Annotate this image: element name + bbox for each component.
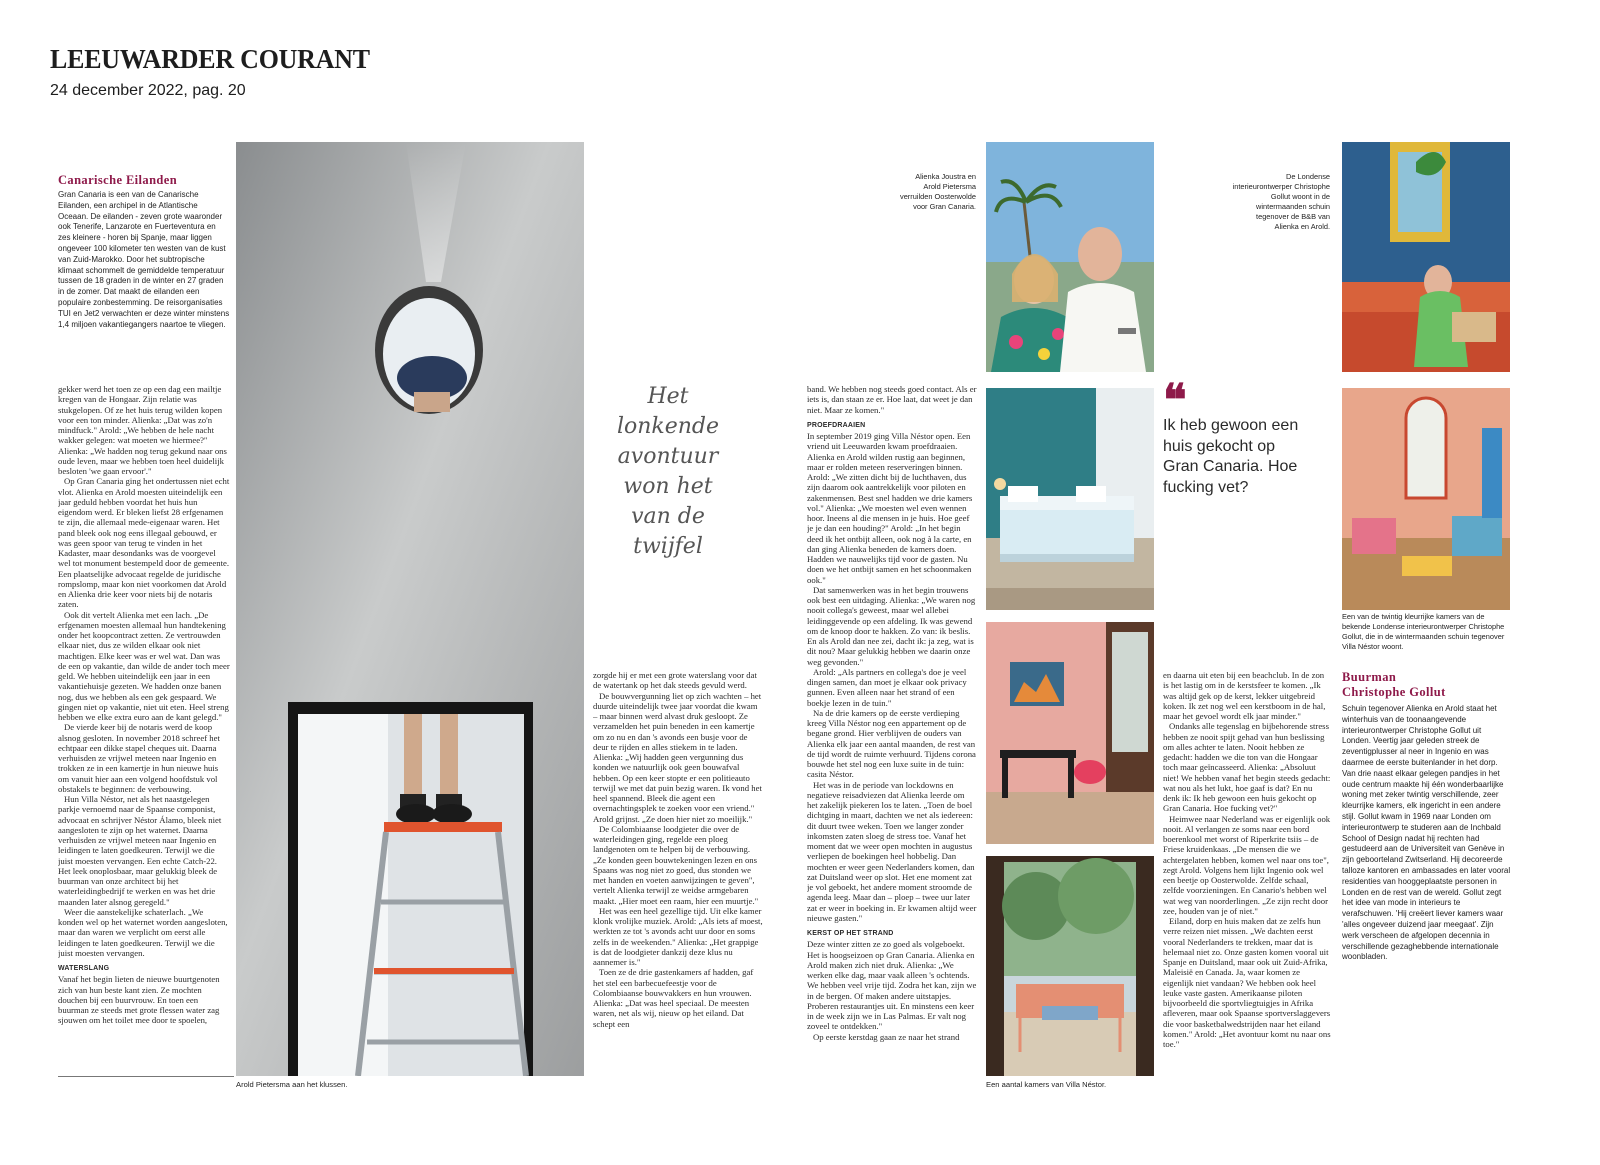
paragraph: De Colombiaanse loodgieter die over de waterleidingen ging, regelde een ploeg landgenoten om te helpen bij de verbouwing. „Ze konden geen bouwtekeningen lezen en ons Spaans was nog niet zo goed, dus stonden we met handen en voeten aanwijzingen te geven", vertelt Alienka terwijl ze weidse armgebaren maakt. „Hier moet een raam, hier een muurtje." — [593, 823, 759, 906]
article-column-3 — [807, 384, 977, 1048]
article-column-1 — [58, 384, 230, 1074]
photo-caption-couple: Alienka Joustra en Arold Pietersma verruilden Oosterwolde voor Gran Canaria. — [900, 172, 976, 211]
highlight-quote-text: Ik heb gewoon een huis gekocht op Gran Canaria. Hoe fucking vet? — [1163, 417, 1299, 496]
subheading: KERST OP HET STRAND — [807, 930, 894, 937]
paragraph: gekker werd het toen ze op een dag een mailtje kregen van de Hongaar. Zijn relatie was stukgelopen. Of ze het huis terug wilden kopen voor een ton minder. Alienka: „Dat was zo'n mindfuck." Arold: „We hebben de hele nacht wakker gelegen: wat moeten we hiermee?" Alienka: „We hadden nog terug gekund naar ons oude leven, maar we hebben toen heel duidelijk besloten 'we gaan ervoor'." — [58, 384, 227, 476]
pull-quote-line: twijfel — [633, 534, 703, 559]
paragraph: Arold: „Als partners en collega's doe je veel dingen samen, dan moet je elkaar ook privacy gunnen. Even alleen naar het strand of een boekje lezen in de tuin." — [807, 666, 967, 708]
sidebar-title-line: Buurman — [1342, 670, 1397, 684]
sidebar-text: Schuin tegenover Alienka en Arold staat het winterhuis van de toonaangevende interieurontwerper Christophe Gollut uit Londen. Veertig jaar geleden streek de zeventigplusser al neer in Ingenio en was daarmee de eerste buitenlander in het dorp. Van drie naast elkaar gelegen pandjes in het oude centrum maakte hij één wonderbaarlijke woning met zeker twintig verschillende, zeer kleurrijke kamers, elk ingericht in een andere stijl. Gollut kwam in 1969 naar Londen om interieurontwerp te studeren aan de Inchbald School of Design nadat hij rechten had gestudeerd aan de Universiteit van Genève in zijn geboorteland Zwitserland. Hij decoreerde talloze kantoren en ambassades en later vooral residenties van hooggeplaatste personen in Londen en de rest van de wereld. Gollut zegt het idee van mode in interieurs te verafschuwen. 'Hij creëert liever kamers waar 'alles ongeveer duizend jaar meegaat'. Zijn werk verscheen de afgelopen decennia in verschillende gezaghebbende internationale woonbladen. — [1342, 704, 1511, 962]
paragraph: Ondanks alle tegenslag en bijbehorende stress hebben ze nooit spijt gehad van hun beslissing om alles achter te laten. Nooit hebben ze gedacht: hadden we die ton van die Hongaar toch maar geïncasseerd. Alienka: „Absoluut niet! We hebben vanaf het begin steeds gedacht: wat nou als het lukt, hoe gaaf is dat? En nu denk ik: Ik heb gewoon een huis gekocht op Gran Canaria. Hoe fucking vet?" — [1163, 721, 1331, 814]
paragraph: De bouwvergunning liet op zich wachten – het duurde uiteindelijk twee jaar voordat die kwam – maar binnen werd alvast druk gesloopt. Ze verzamelden het puin beneden in een kamertje om zo nu en dan 's avonds een busje voor de deur te rijden en alles stiekem in te laden. Alienka: „Wij hadden geen vergunning dus konden we natuurlijk ook geen bouwafval hebben. Op een keer stopte er een politieauto terwijl we met dat puin bezig waren. Ik vond het heel spannend. Bleek die agent een overnachtingsplek te zoeken voor een vriend." Arold grijnst. „Ze doen hier niet zo moeilijk." — [593, 690, 762, 824]
photo-couple — [986, 142, 1154, 372]
column-rule — [58, 1076, 234, 1077]
paragraph: In september 2019 ging Villa Néstor open. Een vriend uit Leeuwarden kwam proefdraaien. Alienka en Arold wilden rustig aan beginnen, maar er rolden meteen reserveringen binnen. Arold: „We zitten dicht bij de luchthaven, dus zijn daarom ook aantrekkelijk voor piloten en zakenmensen. Best snel hadden we drie kamers vol." Alienka: „We moesten wel even wennen hoor. Ineens al die mensen in je huis. Hoe geef je je dan een houding?" Arold: „In het begin deed ik het ontbijt alleen, ook nog à la carte, en dan ging Alienka beneden de kamers doen. Hadden we nauwelijks tijd voor de gasten. Nu doen we het ontbijt samen en het schoonmaken ook." — [807, 431, 973, 585]
sidebar-neighbour — [1342, 670, 1512, 963]
bedroom-photo-illustration — [986, 388, 1154, 610]
paragraph: band. We hebben nog steeds goed contact. Als er iets is, dan staan ze er. Hoe laat, dat weet je dan niet. Maar ze komen." — [807, 384, 977, 415]
paragraph: Op eerste kerstdag gaan ze naar het strand — [813, 1031, 960, 1042]
highlight-quote — [1163, 375, 1313, 498]
paragraph: Toen ze de drie gastenkamers af hadden, gaf het stel een barbecuefeestje voor de Colombiaanse bouwvakkers en hun vrouwen. Alienka: „Dat was heel speciaal. De meesten waren, net als wij, nieuw op het eiland. Dat schept een — [593, 967, 754, 1029]
dateline: 24 december 2022, pag. 20 — [50, 82, 246, 99]
sidebar-text: Gran Canaria is een van de Canarische Eilanden, een archipel in de Atlantische Oceaan. De eilanden - zeven grote waaronder ook Tenerife, Lanzarote en Fuerteventura en zes kleinere - horen bij Spanje, maar liggen ongeveer 100 kilometer ten westen van de kust van Zuid-Marokko. Door het subtropische klimaat schommelt de gemiddelde temperatuur tussen de 18 graden in de winter en 27 graden in de zomer. Dat maakt de eilanden een populaire zonbestemming. De reisorganisaties TUI en Jet2 verwachten er deze winter minstens 1,4 miljoen vakantiegangers naartoe te vliegen. — [58, 190, 230, 329]
balcony-photo-illustration — [986, 856, 1154, 1076]
pull-quote-line: lonkende — [616, 414, 720, 439]
article-column-4 — [1163, 670, 1331, 1074]
paragraph: Vanaf het begin lieten de nieuwe buurtgenoten zich van hun beste kant zien. Ze mochten douchen bij een buurvrouw. En toen een buurman ze steeds met grote flessen water zag sjouwen om het toilet mee door te spoelen, — [58, 974, 220, 1026]
paragraph: Dat samenwerken was in het begin trouwens ook best een uitdaging. Alienka: „We waren nog nooit collega's geweest, maar wel allebei leidinggevende op een afdeling. Ik was gewend om de knoop door te hakken. Zo van: ik beslis. En als Arold dan nee zei, dacht ik: ja zeg, wat is dit nou? Maar gelukkig hebben we daarin onze weg gevonden." — [807, 584, 976, 667]
pull-quote-line: avontuur — [617, 444, 719, 469]
sidebar-title-line: Christophe Gollut — [1342, 685, 1446, 699]
paragraph: Hun Villa Néstor, net als het naastgelegen parkje vernoemd naar de Spaanse componist, advocaat en schrijver Néstor Álamo, bleek niet aangesloten te zijn op het waternet. Daarna verhuisden ze vrijwel meteen naar Ingenio en leidingen te laten goedkeuren. Terwijl we die juist moesten vervangen. Een echte Catch-22. Het leek onoplosbaar, maar gelukkig bleek de buurman van onze architect bij het waterleidingbedrijf te werken en was het drie maanden later alsnog geregeld." — [58, 794, 222, 907]
paragraph: zorgde hij er met een grote waterslang voor dat de watertank op het dak steeds gevuld werd. — [593, 670, 757, 691]
paragraph: Na de drie kamers op de eerste verdieping kreeg Villa Néstor nog een appartement op de begane grond. Hier verblijven de ouders van Alienka elk jaar een aantal maanden, de rest van de tijd wordt de ruimte verhuurd. Tijdens corona bouwde het stel nog een luxe suite in de tuin: casita Néstor. — [807, 707, 976, 780]
paragraph: Het was in de periode van lockdowns en negatieve reisadviezen dat Alienka leerde om het zakelijk piekeren los te laten. „Toen de boel dichtging in maart, dachten we net als iedereen: dit duurt twee weken. Toen we langer zonder inkomsten zaten sloeg de stress toe. Vanaf het moment dat we weer open mochten in augustus verliepen de boekingen heel hobbelig. Dan mochten er weer geen Nederlanders komen, dan zat Duitsland weer op slot. Het ene moment zat je vol geboekt, het andere moment stroomde de agenda leeg. Maar dan – ploep – twee uur later zat er weer in boeking in. Er kwamen altijd weer nieuwe gasten." — [807, 779, 977, 923]
paragraph: De vierde keer bij de notaris werd de koop alsnog gesloten. In november 2018 schreef het echtpaar een dikke stapel cheques uit. Daarna verhuisden ze vrijwel meteen naar Ingenio en trokken ze in een kamertje in hun nieuwe huis om vanuit hier aan een volgend hoofdstuk vol obstakels te beginnen: de verbouwing. — [58, 722, 220, 794]
pull-quote — [602, 382, 734, 562]
subheading: WATERSLANG — [58, 965, 110, 972]
photo-caption-colorful: Een van de twintig kleurrijke kamers van de bekende Londense interieurontwerper Christophe Gollut, die in de wintermaanden schuin tegenover Villa Néstor woont. — [1342, 612, 1505, 651]
article-column-2 — [593, 670, 763, 1074]
renovation-photo-illustration — [236, 142, 584, 1076]
photo-balcony — [986, 856, 1154, 1076]
couple-photo-illustration — [986, 142, 1154, 372]
paragraph: Eiland, dorp en huis maken dat ze zelfs hun verre reizen niet missen. „We dachten eerst vooral Nederlanders te trekken, maar dat is helemaal niet zo. Onze gasten komen vooral uit Spanje en Duitsland, maar ook uit Zuid-Afrika, Maleisië en Canada. Ja, waar komen ze eigenlijk niet vandaan? We hebben ook heel leuke vaste gasten. Amerikaanse piloten bijvoorbeeld die sportvliegtuigjes in Afrika afleveren, maar ook Spaanse sportverslaggevers die voor basketbalwedstrijden naar het eiland komen." Arold: „Het avontuur komt nu naar ons toe." — [1163, 916, 1331, 1049]
photo-pink-room — [986, 622, 1154, 844]
photo-caption-designer: De Londense interieurontwerper Christophe Gollut woont in de wintermaanden schuin tegenover de B&B van Alienka en Arold. — [1232, 172, 1330, 231]
photo-bedroom — [986, 388, 1154, 610]
paragraph: Ook dit vertelt Alienka met een lach. „De erfgenamen moesten allemaal hun handtekening onder het koopcontract zetten. Ze vertrouwden elkaar niet, dus ze wilden elkaar ook niet machtigen. Elke keer was er wel wat. Dan was de een op vakantie, dan wilde de ander toch meer geld. We hebben uiteindelijk een jaar in een vakantiehuisje gezeten. We hadden onze banen nog, dus we hebben als een gek gespaard. We gingen niet op vakantie, niet uit eten. Heel streng hebben we elke extra euro aan de kant gelegd." — [58, 609, 230, 722]
photo-renovation-ladder — [236, 142, 584, 1076]
quote-mark-icon: ❝ — [1163, 375, 1187, 426]
sidebar-title: Canarische Eilanden — [58, 173, 178, 187]
photo-colorful-room — [1342, 388, 1510, 610]
pink-room-photo-illustration — [986, 622, 1154, 844]
designer-photo-illustration — [1342, 142, 1510, 372]
sidebar-title — [1342, 670, 1512, 700]
photo-caption-main: Arold Pietersma aan het klussen. — [236, 1080, 348, 1089]
subheading: PROEFDRAAIEN — [807, 421, 866, 429]
paragraph: Deze winter zitten ze zo goed als volgeboekt. Het is hoogseizoen op Gran Canaria. Alienka en Arold maken zich niet druk. Alienka: „We werken elke dag, maar vaak alleen 's ochtends. We hebben veel vrije tijd. Zodra het kan, zijn we in de bergen. Of maken andere uitstapjes. Proberen restaurantjes uit. En minstens een keer in de week zijn we in Las Palmas. Er valt nog zoveel te ontdekken." — [807, 939, 977, 1032]
photo-designer — [1342, 142, 1510, 372]
colorful-room-photo-illustration — [1342, 388, 1510, 610]
photo-caption-rooms: Een aantal kamers van Villa Néstor. — [986, 1080, 1107, 1089]
sidebar-canary-islands — [58, 173, 230, 330]
pull-quote-line: Het — [647, 384, 689, 409]
pull-quote-line: van de — [631, 504, 705, 529]
paragraph: Heimwee naar Nederland was er eigenlijk ook nooit. Al verlangen ze soms naar een bord boerenkool met worst of Riperkrite tsiis – de Friese kruidenkaas. „De mensen die we achtergelaten hebben, komen wel naar ons toe", zegt Arold. Volgens hem lijkt Ingenio ook wel een beetje op Oosterwolde. Zelfde schaal, zelfde voorzieningen. En Canario's hebben wel wat weg van noorderlingen. „Ze zijn recht door zee, houden van je of niet." — [1163, 813, 1331, 916]
paragraph: Weer die aanstekelijke schaterlach. „We konden wel op het waternet worden aangesloten, maar dan waren we verplicht om eerst alle leidingen te laten goedkeuren. Terwijl we die juist moesten vervangen. — [58, 906, 228, 958]
paragraph: Het was een heel gezellige tijd. Uit elke kamer klonk vrolijke muziek. Arold: „Als iets af moest, werkten ze tot 's avonds acht uur door en soms zelfs in de weekenden." Alienka: „Het grappige is dat de loodgieter dankzij deze klus nu aannemer is." — [593, 905, 763, 967]
paragraph: Op Gran Canaria ging het ondertussen niet echt vlot. Alienka en Arold moesten uiteindelijk een jaar geduld hebben voordat het huis hun eigendom werd. Er bleken liefst 28 erfgenamen te zijn, die allemaal mede-eigenaar waren. Het pand bleek ook nog eens illegaal gebouwd, er was geen spoor van terug te vinden in het Kadaster, maar desondanks was de voorgevel wel tot monument bestempeld door de gemeente. Een plaatselijke advocaat regelde de juridische rompslomp, maar kon niet voorkomen dat Arold en Alienka drie keer voor niets bij de notaris zaten. — [58, 476, 230, 610]
newspaper-masthead: LEEUWARDER COURANT — [50, 44, 370, 74]
paragraph: en daarna uit eten bij een beachclub. In de zon is het lastig om in de kerstsfeer te komen. „Ik was altijd gek op de kerst, lekker uitgebreid koken. Ik zet nog wel een kerstboom in de hal, maar het gevoel wordt elk jaar minder." — [1163, 670, 1326, 721]
pull-quote-line: won het — [623, 474, 713, 499]
